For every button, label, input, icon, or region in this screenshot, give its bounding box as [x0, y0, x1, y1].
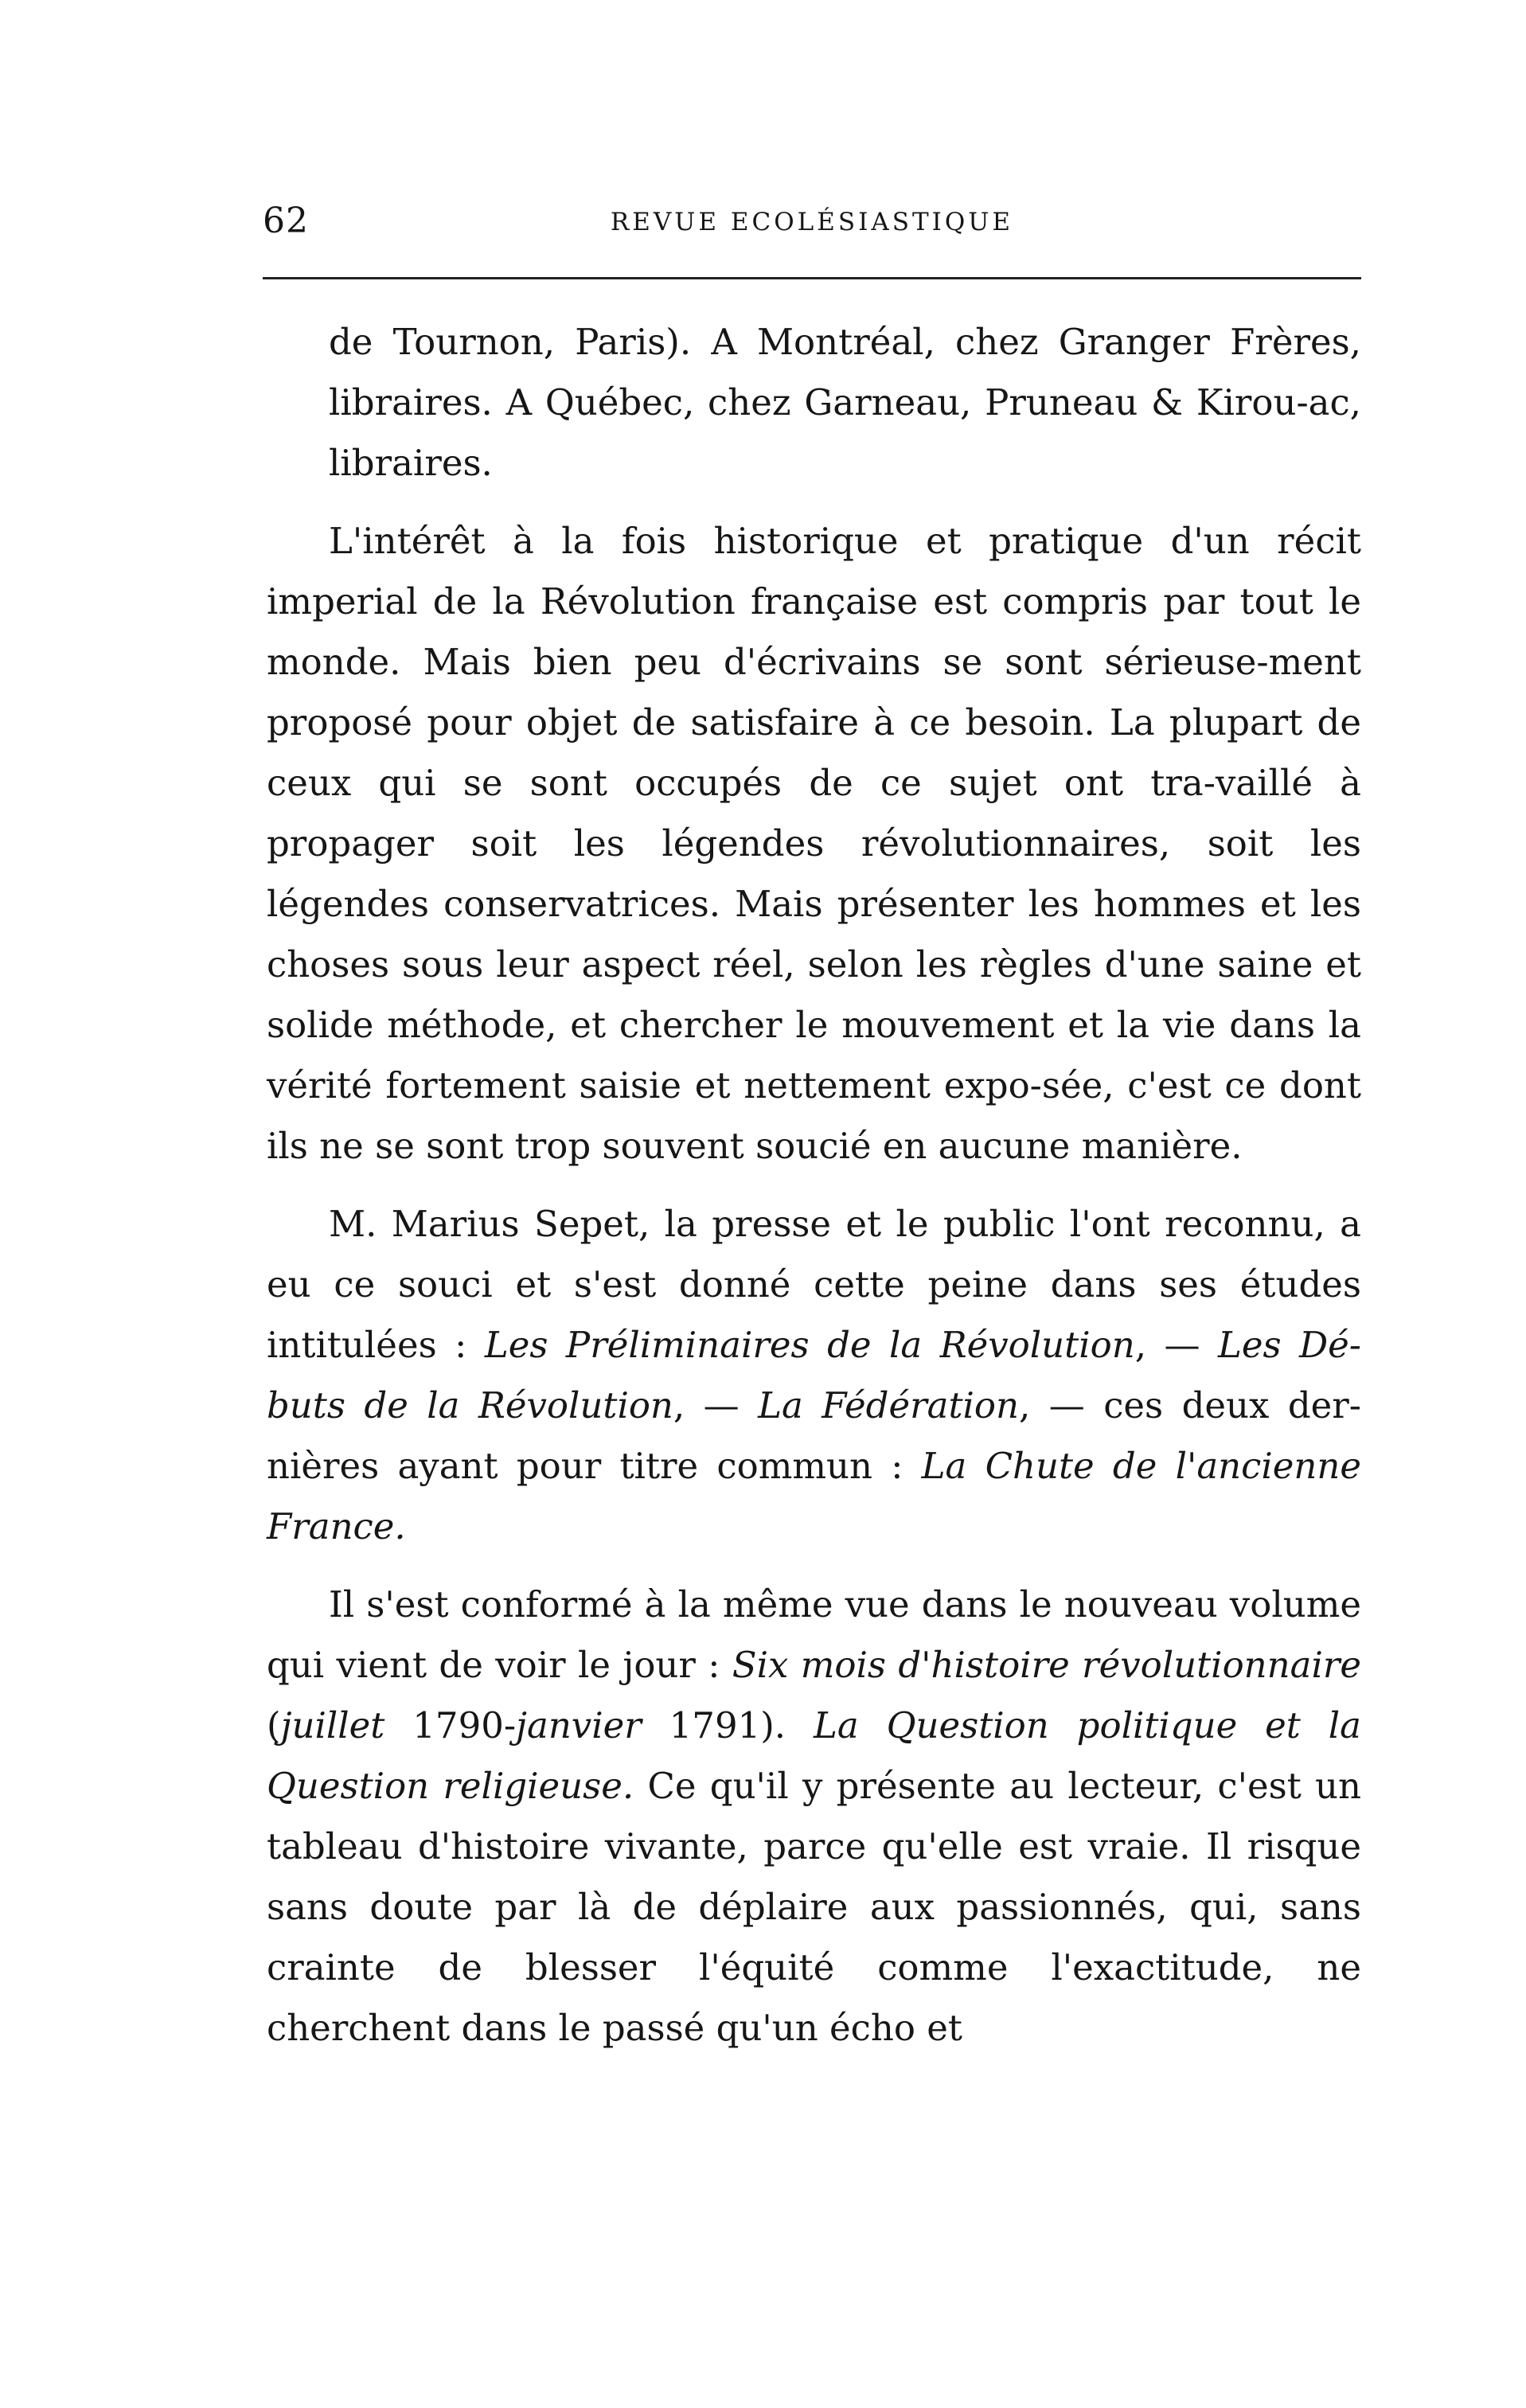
body-text: [267, 312, 1361, 2059]
text-run: M. Marius Sepet, la presse et le public l'ont reconnu, a eu ce souci et s'est donné cette peine dans ses études intitulées :: [267, 1203, 1361, 1366]
text-run: (: [267, 1704, 281, 1746]
header-rule: [263, 277, 1361, 279]
italic-title-text: janvier: [516, 1704, 642, 1746]
paragraph: [267, 1575, 1361, 2059]
text-run: L'intérêt à la fois historique et pratique d'un récit imperial de la Révolution française est compris par tout le monde. Mais bien peu d'écrivains se sont sérieuse-ment proposé pour objet de satisfaire à ce besoin. La plupart de ceux qui se sont occupés de ce sujet ont tra-vaillé à propager soit les légendes révolutionnaires, soit les légendes conservatrices. Mais présenter les hommes et les choses sous leur aspect réel, selon les règles d'une saine et solide méthode, et chercher le mouvement et la vie dans la vérité fortement saisie et nettement expo-sée, c'est ce dont ils ne se sont trop souvent soucié en aucune manière.: [267, 520, 1361, 1167]
text-run: 1791).: [641, 1704, 814, 1746]
paragraph: [267, 312, 1361, 494]
italic-title-text: Les Dé-buts de la Révolution: [267, 1324, 1362, 1426]
running-title: REVUE ECOLÉSIASTIQUE: [610, 208, 1014, 236]
text-run: Il s'est conformé à la même vue dans le nouveau volume qui vient de voir le jour :: [267, 1583, 1361, 1686]
italic-title-text: Les Préliminaires de la Révolution: [484, 1324, 1135, 1366]
italic-title-text: La Chute de l'ancienne France.: [267, 1445, 1361, 1547]
text-run: Ce qu'il y présente au lecteur, c'est un tableau d'histoire vivante, parce qu'elle est vraie. Il risque sans doute par là de déplaire aux passionnés, qui, sans crainte de blesser l'équité comme l'exactitude, ne cherchent dans le passé qu'un écho et: [267, 1765, 1362, 2049]
text-run: , —: [673, 1384, 759, 1426]
paragraph: [267, 1194, 1361, 1557]
text-run: , —: [1134, 1324, 1218, 1366]
text-run: 1790-: [384, 1704, 517, 1746]
italic-title-text: La Question politique et la Question religieuse.: [267, 1704, 1362, 1807]
italic-title-text: La Fédération: [758, 1384, 1020, 1426]
text-run: , — ces deux der-nières ayant pour titre commun :: [267, 1384, 1361, 1487]
italic-title-text: juillet: [280, 1704, 385, 1746]
page-number: 62: [263, 201, 309, 241]
paragraph: [267, 511, 1361, 1177]
text-run: de Tournon, Paris). A Montréal, chez Granger Frères, libraires. A Québec, chez Garneau, Pruneau & Kirou-ac, libraires.: [329, 321, 1361, 484]
page-header: [263, 197, 1361, 245]
italic-title-text: Six mois d'histoire révolutionnaire: [732, 1644, 1361, 1686]
